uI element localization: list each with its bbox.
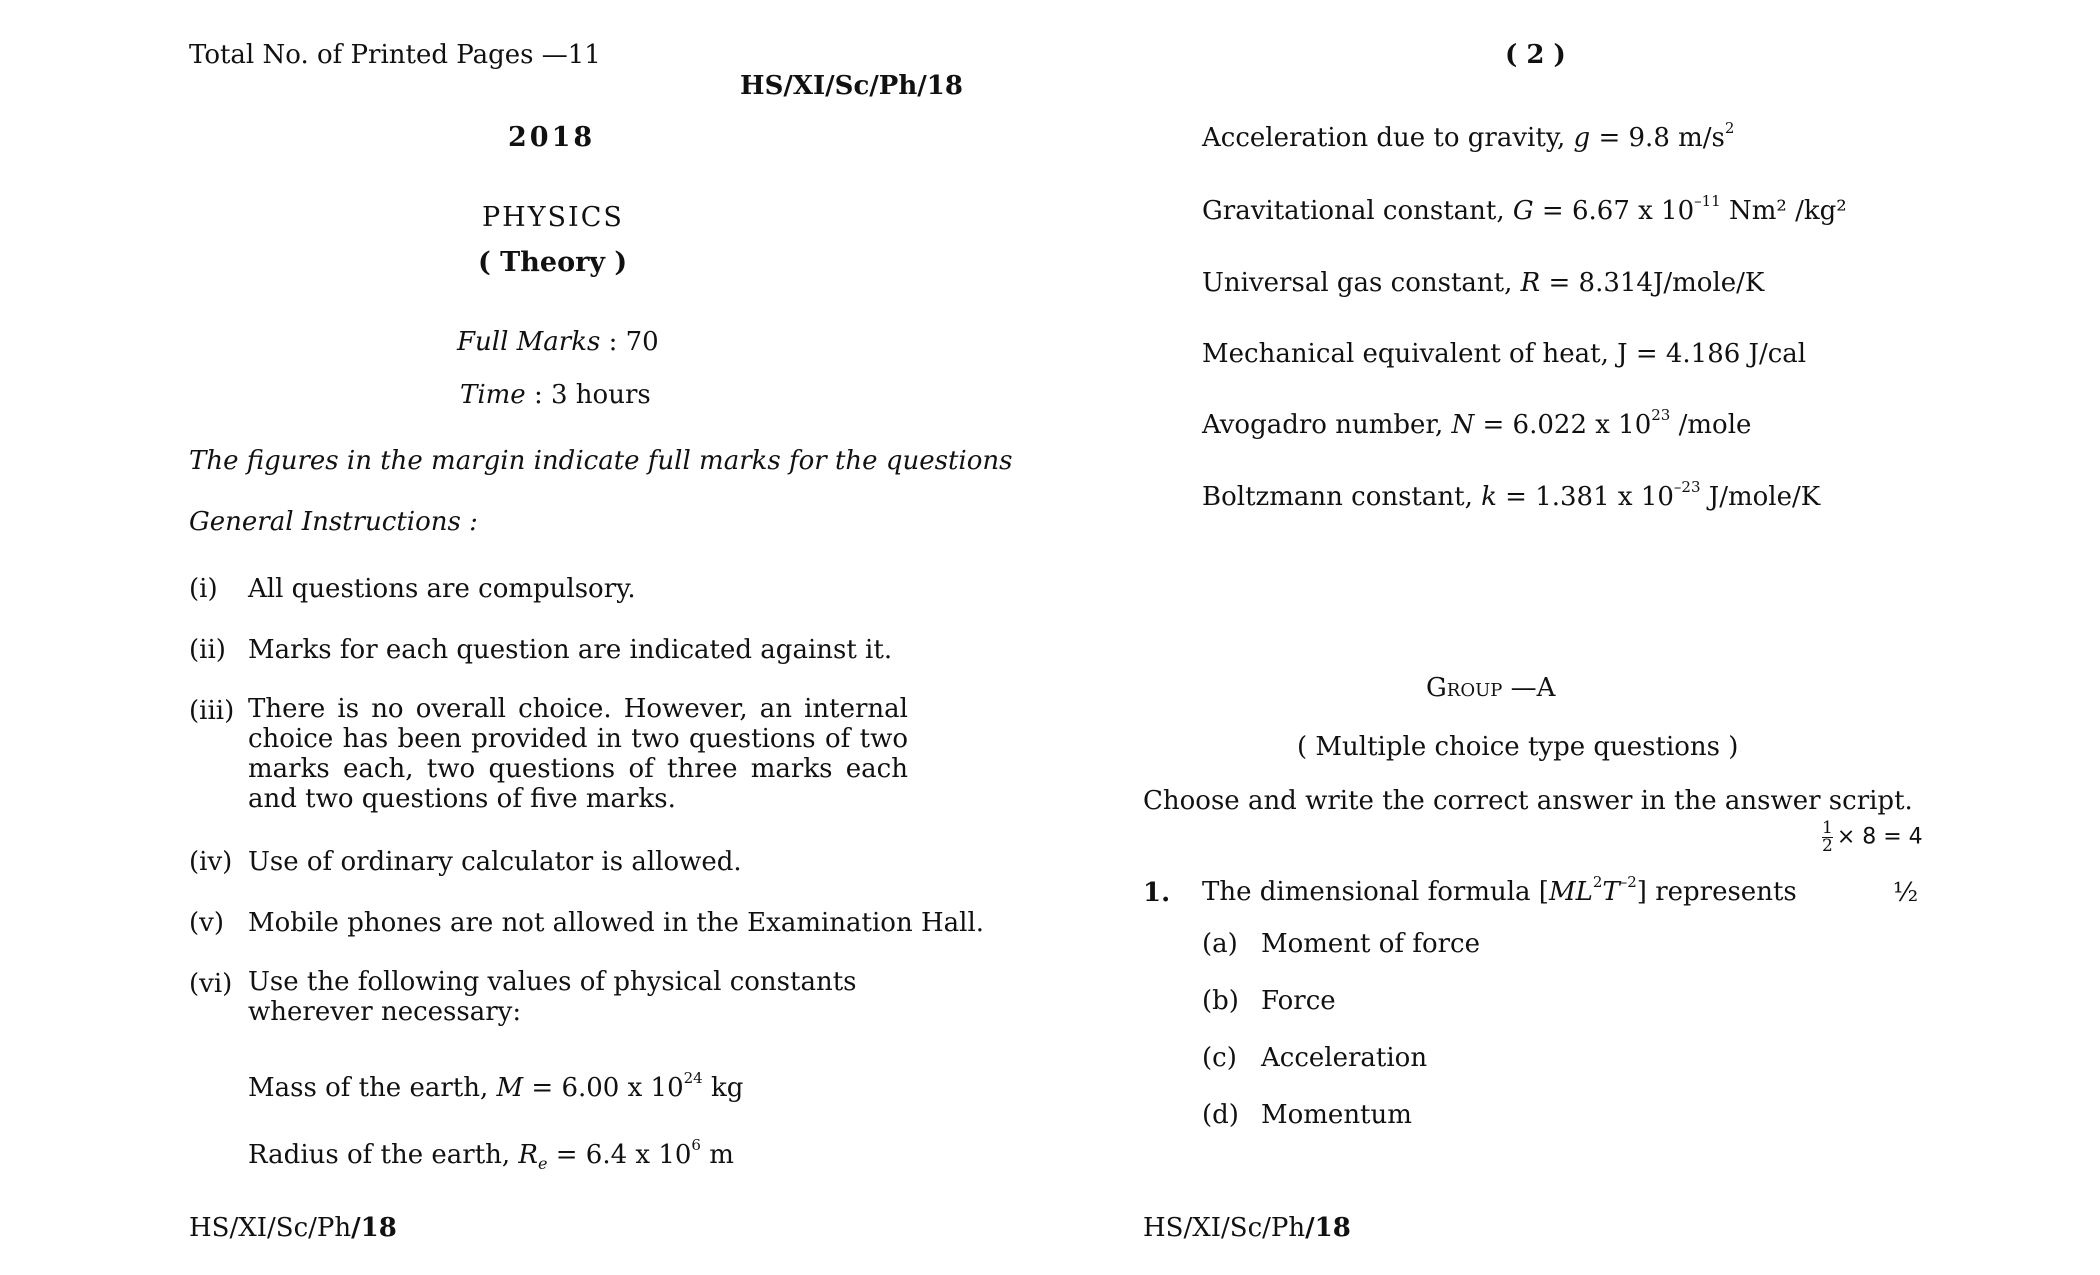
constant-value: = 9.8 m/s (1598, 123, 1725, 153)
constant-symbol: R (518, 1140, 538, 1170)
constant-label: Radius of the earth, (248, 1140, 511, 1170)
question-text-pre: The dimensional formula [ (1202, 877, 1549, 907)
instruction-text: Use the following values of physical constants wherever necessary: (248, 967, 857, 1027)
constant-row (1202, 339, 1806, 369)
full-marks-label: Full Marks (457, 327, 601, 357)
constant-tail: /mole (1670, 410, 1752, 440)
group-title: Group —A (1426, 673, 1556, 703)
option-label: (c) (1202, 1043, 1237, 1073)
constant-mass-earth (248, 1069, 744, 1103)
constant-value: = 1.381 x 10 (1505, 482, 1674, 512)
constant-label: Universal gas constant, (1202, 268, 1513, 298)
instruction-number: (vi) (189, 969, 233, 999)
constant-value: = 6.67 x 10 (1541, 196, 1695, 226)
instruction-text: Use of ordinary calculator is allowed. (248, 847, 742, 877)
right-footer-code (1143, 1213, 1351, 1243)
question-marks: ½ (1893, 878, 1919, 908)
marks-fraction (1822, 820, 1833, 855)
full-marks-value: : 70 (608, 327, 659, 357)
option-text: Momentum (1261, 1100, 1412, 1130)
constant-unit: kg (710, 1073, 744, 1103)
constant-label: Boltzmann constant, (1202, 482, 1473, 512)
constant-label: Gravitational constant, (1202, 196, 1505, 226)
footer-code: HS/XI/Sc/Ph (189, 1213, 352, 1243)
paper-code-header: HS/XI/Sc/Ph/18 (740, 71, 963, 101)
option-label: (b) (1202, 986, 1239, 1016)
choose-instruction: Choose and write the correct answer in the answer script. (1143, 786, 1913, 816)
constant-symbol: N (1451, 410, 1475, 440)
constant-symbol: g (1573, 123, 1591, 153)
footer-code-bold: /18 (351, 1213, 397, 1243)
constant-tail: J/mole/K (1700, 482, 1821, 512)
full-marks (457, 327, 659, 357)
question-text-post: ] represents (1636, 877, 1797, 907)
footer-code: HS/XI/Sc/Ph (1143, 1213, 1306, 1243)
instruction-text: Mobile phones are not allowed in the Examination Hall. (248, 908, 985, 938)
page-number: ( 2 ) (1505, 40, 1566, 70)
constant-value: = 6.022 x 10 (1482, 410, 1652, 440)
constant-exponent: 2 (1724, 119, 1735, 137)
instruction-text: There is no overall choice. However, an internal choice has been provided in two questions of two marks each, two questions of three marks each and two questions of five marks. (248, 694, 908, 814)
constant-row (1202, 478, 1821, 512)
option-text: Moment of force (1261, 929, 1480, 959)
constant-value: = 8.314J/mole/K (1548, 268, 1765, 298)
time-allowed (460, 380, 651, 410)
group-subtitle: ( Multiple choice type questions ) (1297, 732, 1739, 762)
fraction-denominator: 2 (1822, 836, 1833, 856)
constant-label: Mass of the earth, (248, 1073, 489, 1103)
general-instructions-heading: General Instructions : (189, 507, 478, 537)
formula-exp-l: 2 (1592, 873, 1603, 891)
constant-value: = 4.186 J/cal (1635, 339, 1807, 369)
option-text: Force (1261, 986, 1336, 1016)
question-number: 1. (1143, 878, 1171, 908)
subject-title: PHYSICS (482, 202, 624, 233)
constant-exponent: –23 (1673, 478, 1701, 496)
marks-multiplier: × 8 = 4 (1836, 824, 1923, 850)
constant-row (1202, 119, 1735, 153)
left-footer-code (189, 1213, 397, 1243)
constant-value: = 6.00 x 10 (531, 1073, 684, 1103)
margin-note: The figures in the margin indicate full marks for the questions (189, 446, 1013, 476)
option-label: (d) (1202, 1100, 1239, 1130)
constant-unit: m (709, 1140, 734, 1170)
constant-tail: Nm² /kg² (1720, 196, 1847, 226)
constant-subscript: e (538, 1154, 548, 1174)
instruction-text: Marks for each question are indicated against it. (248, 635, 893, 665)
group-marks (1822, 820, 1923, 855)
constant-label: Mechanical equivalent of heat, J (1202, 339, 1628, 369)
formula-ml: ML (1548, 877, 1593, 907)
formula-exp-t: –2 (1619, 873, 1637, 891)
time-value: : 3 hours (533, 380, 651, 410)
instruction-number: (v) (189, 908, 224, 938)
constant-value: = 6.4 x 10 (555, 1140, 692, 1170)
question-text (1202, 873, 1797, 907)
option-text: Acceleration (1261, 1043, 1428, 1073)
constant-row (1202, 192, 1847, 226)
constant-row (1202, 406, 1752, 440)
constant-label: Avogadro number, (1202, 410, 1444, 440)
constant-label: Acceleration due to gravity, (1202, 123, 1566, 153)
option-label: (a) (1202, 929, 1238, 959)
exam-year: 2018 (508, 122, 596, 153)
constant-exponent: –11 (1694, 192, 1721, 210)
instruction-number: (i) (189, 574, 218, 604)
footer-code-bold: /18 (1305, 1213, 1351, 1243)
constant-exponent: 24 (683, 1069, 703, 1087)
constant-radius-earth (248, 1136, 734, 1174)
constant-exponent: 23 (1651, 406, 1671, 424)
fraction-numerator: 1 (1822, 818, 1833, 838)
constant-symbol: G (1512, 196, 1534, 226)
printed-pages-note: Total No. of Printed Pages —11 (189, 40, 601, 70)
constant-row (1202, 268, 1764, 298)
instruction-number: (iii) (189, 696, 235, 726)
time-label: Time (460, 380, 526, 410)
constant-symbol: R (1520, 268, 1541, 298)
subject-subtitle: ( Theory ) (478, 247, 628, 278)
constant-symbol: k (1481, 482, 1497, 512)
instruction-number: (iv) (189, 847, 233, 877)
instruction-number: (ii) (189, 635, 226, 665)
constant-symbol: M (496, 1073, 524, 1103)
formula-t: T (1602, 877, 1620, 907)
constant-exponent: 6 (691, 1136, 701, 1154)
instruction-text: All questions are compulsory. (248, 574, 636, 604)
